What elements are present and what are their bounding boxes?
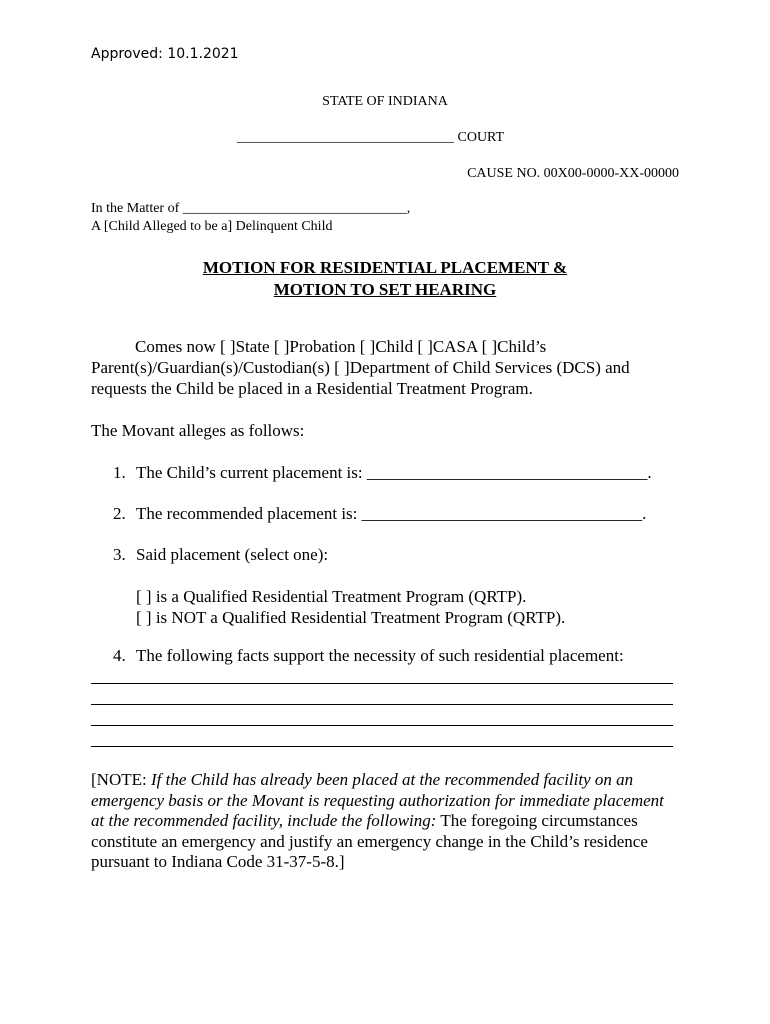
item-2-text: The recommended placement is: _________________________________. — [136, 504, 647, 523]
approved-date: Approved: 10.1.2021 — [91, 46, 239, 62]
court-line: _______________________________ COURT — [237, 130, 505, 145]
intro-line-1: Comes now [ ]State [ ]Probation [ ]Child [ ]CASA [ ]Child’s — [135, 337, 547, 356]
item-1-text: The Child’s current placement is: _________________________________. — [136, 463, 652, 482]
intro-line-2: Parent(s)/Guardian(s)/Custodian(s) [ ]Department of Child Services (DCS) and — [91, 358, 630, 377]
item-4-number: 4. — [113, 646, 126, 665]
item-3-number: 3. — [113, 545, 126, 564]
state-heading: STATE OF INDIANA — [322, 94, 448, 109]
note-italic-text: If the Child has already been placed at the recommended facility on an emergency basis or the Movant is requesting authorization for immediate placement at the recommended facility, include the following: — [91, 770, 664, 830]
item-4-text: The following facts support the necessity of such residential placement: — [136, 646, 624, 665]
note-prefix: [NOTE: — [91, 770, 151, 789]
item-3-text: Said placement (select one): — [136, 545, 329, 564]
intro-line-3: requests the Child be placed in a Residential Treatment Program. — [91, 379, 533, 398]
item-2-number: 2. — [113, 504, 126, 523]
matter-line-2: A [Child Alleged to be a] Delinquent Child — [91, 219, 333, 234]
facts-blank-line — [91, 745, 673, 747]
item-1-number: 1. — [113, 463, 126, 482]
facts-blank-line — [91, 682, 673, 684]
facts-blank-line — [91, 703, 673, 705]
note-paragraph — [91, 770, 681, 873]
option-qrtp: [ ] is a Qualified Residential Treatment Program (QRTP). — [136, 587, 527, 606]
note-rest: The foregoing circumstances constitute an emergency and justify an emergency change in the Child’s residence pursuant to Indiana Code 31-37-5-8.] — [91, 811, 648, 871]
allegations-lead: The Movant alleges as follows: — [91, 421, 305, 440]
facts-blank-line — [91, 724, 673, 726]
title-line-1: MOTION FOR RESIDENTIAL PLACEMENT & — [202, 258, 568, 277]
title-line-2: MOTION TO SET HEARING — [273, 280, 497, 299]
option-not-qrtp: [ ] is NOT a Qualified Residential Treatment Program (QRTP). — [136, 608, 566, 627]
matter-line-1: In the Matter of ________________________________, — [91, 201, 411, 216]
cause-number: CAUSE NO. 00X00-0000-XX-00000 — [467, 166, 679, 181]
